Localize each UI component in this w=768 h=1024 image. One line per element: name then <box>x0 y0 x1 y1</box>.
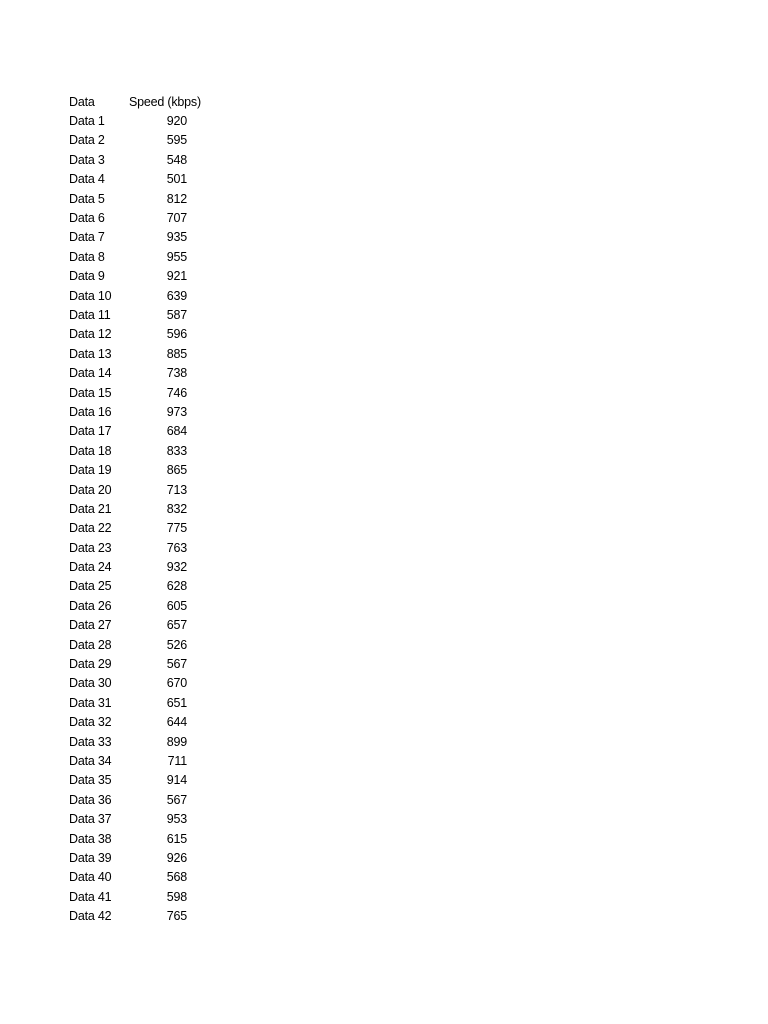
row-label: Data 13 <box>69 346 112 361</box>
row-speed-value: 657 <box>166 618 187 633</box>
row-label: Data 7 <box>69 230 105 245</box>
row-speed-value: 926 <box>166 850 187 865</box>
row-label: Data 31 <box>69 695 112 710</box>
row-speed-value: 568 <box>166 870 187 885</box>
table-row <box>69 111 239 130</box>
row-label: Data 41 <box>69 889 112 904</box>
row-speed-value: 711 <box>167 753 187 768</box>
row-speed-value: 932 <box>166 560 187 575</box>
row-speed-value: 651 <box>166 695 187 710</box>
table-row <box>69 150 239 169</box>
table-row <box>69 829 239 848</box>
row-label: Data 25 <box>69 579 112 594</box>
table-row <box>69 383 239 402</box>
row-speed-value: 587 <box>166 307 187 322</box>
row-speed-value: 935 <box>166 230 187 245</box>
row-speed-value: 670 <box>166 676 187 691</box>
row-label: Data 21 <box>69 501 112 516</box>
row-label: Data 24 <box>69 560 112 575</box>
table-row <box>69 790 239 809</box>
row-label: Data 26 <box>69 598 112 613</box>
row-label: Data 32 <box>69 715 112 730</box>
table-row <box>69 131 239 150</box>
row-label: Data 18 <box>69 443 112 458</box>
table-row <box>69 267 239 286</box>
column-header-data: Data <box>69 94 95 109</box>
table-row <box>69 441 239 460</box>
row-speed-value: 812 <box>166 191 187 206</box>
data-table <box>69 92 239 926</box>
table-row <box>69 519 239 538</box>
table-row <box>69 422 239 441</box>
row-speed-value: 920 <box>166 114 187 129</box>
table-row <box>69 305 239 324</box>
table-body <box>69 111 239 925</box>
row-speed-value: 598 <box>166 889 187 904</box>
table-row <box>69 363 239 382</box>
row-label: Data 8 <box>69 249 105 264</box>
row-label: Data 11 <box>69 307 111 322</box>
row-speed-value: 775 <box>166 521 187 536</box>
row-label: Data 23 <box>69 540 112 555</box>
row-label: Data 35 <box>69 773 112 788</box>
row-label: Data 34 <box>69 753 112 768</box>
table-header-row <box>69 92 239 111</box>
row-speed-value: 567 <box>166 657 187 672</box>
row-speed-value: 526 <box>166 637 187 652</box>
table-row <box>69 480 239 499</box>
column-header-speed: Speed (kbps) <box>129 94 201 109</box>
row-label: Data 16 <box>69 404 112 419</box>
table-row <box>69 344 239 363</box>
table-row <box>69 868 239 887</box>
table-row <box>69 557 239 576</box>
row-label: Data 30 <box>69 676 112 691</box>
row-speed-value: 644 <box>166 715 187 730</box>
row-label: Data 12 <box>69 327 112 342</box>
row-label: Data 1 <box>69 114 105 129</box>
table-row <box>69 674 239 693</box>
row-speed-value: 567 <box>166 792 187 807</box>
row-label: Data 2 <box>69 133 105 148</box>
table-row <box>69 732 239 751</box>
row-label: Data 9 <box>69 269 105 284</box>
row-speed-value: 713 <box>166 482 187 497</box>
table-row <box>69 751 239 770</box>
table-row <box>69 577 239 596</box>
row-label: Data 36 <box>69 792 112 807</box>
table-row <box>69 228 239 247</box>
row-speed-value: 639 <box>166 288 187 303</box>
table-row <box>69 189 239 208</box>
table-row <box>69 809 239 828</box>
table-row <box>69 906 239 925</box>
table-row <box>69 654 239 673</box>
row-label: Data 19 <box>69 463 112 478</box>
table-row <box>69 616 239 635</box>
table-row <box>69 170 239 189</box>
row-label: Data 22 <box>69 521 112 536</box>
row-label: Data 17 <box>69 424 112 439</box>
row-label: Data 5 <box>69 191 105 206</box>
row-speed-value: 684 <box>166 424 187 439</box>
row-label: Data 40 <box>69 870 112 885</box>
row-speed-value: 914 <box>166 773 187 788</box>
row-speed-value: 746 <box>166 385 187 400</box>
row-speed-value: 605 <box>166 598 187 613</box>
table-row <box>69 402 239 421</box>
row-label: Data 3 <box>69 152 105 167</box>
table-row <box>69 713 239 732</box>
row-label: Data 27 <box>69 618 112 633</box>
row-label: Data 37 <box>69 812 112 827</box>
table-row <box>69 887 239 906</box>
row-speed-value: 501 <box>166 172 187 187</box>
row-speed-value: 596 <box>166 327 187 342</box>
row-label: Data 14 <box>69 366 112 381</box>
table-row <box>69 635 239 654</box>
row-label: Data 10 <box>69 288 112 303</box>
row-label: Data 15 <box>69 385 112 400</box>
row-label: Data 38 <box>69 831 112 846</box>
row-speed-value: 865 <box>166 463 187 478</box>
row-speed-value: 707 <box>166 211 187 226</box>
row-speed-value: 953 <box>166 812 187 827</box>
table-row <box>69 693 239 712</box>
table-row <box>69 286 239 305</box>
row-label: Data 28 <box>69 637 112 652</box>
table-row <box>69 499 239 518</box>
row-label: Data 33 <box>69 734 112 749</box>
row-label: Data 39 <box>69 850 112 865</box>
row-speed-value: 955 <box>166 249 187 264</box>
row-speed-value: 973 <box>166 404 187 419</box>
table-row <box>69 247 239 266</box>
row-speed-value: 738 <box>166 366 187 381</box>
row-speed-value: 628 <box>166 579 187 594</box>
table-row <box>69 460 239 479</box>
table-row <box>69 771 239 790</box>
row-speed-value: 832 <box>166 501 187 516</box>
row-speed-value: 885 <box>166 346 187 361</box>
row-speed-value: 615 <box>166 831 187 846</box>
row-label: Data 4 <box>69 172 105 187</box>
table-row <box>69 538 239 557</box>
row-speed-value: 595 <box>166 133 187 148</box>
table-row <box>69 596 239 615</box>
row-speed-value: 899 <box>166 734 187 749</box>
row-speed-value: 548 <box>166 152 187 167</box>
row-label: Data 20 <box>69 482 112 497</box>
table-row <box>69 848 239 867</box>
row-label: Data 6 <box>69 211 105 226</box>
row-label: Data 29 <box>69 657 112 672</box>
row-speed-value: 765 <box>166 909 187 924</box>
table-row <box>69 208 239 227</box>
row-speed-value: 921 <box>166 269 187 284</box>
row-label: Data 42 <box>69 909 112 924</box>
table-row <box>69 325 239 344</box>
row-speed-value: 763 <box>166 540 187 555</box>
row-speed-value: 833 <box>166 443 187 458</box>
